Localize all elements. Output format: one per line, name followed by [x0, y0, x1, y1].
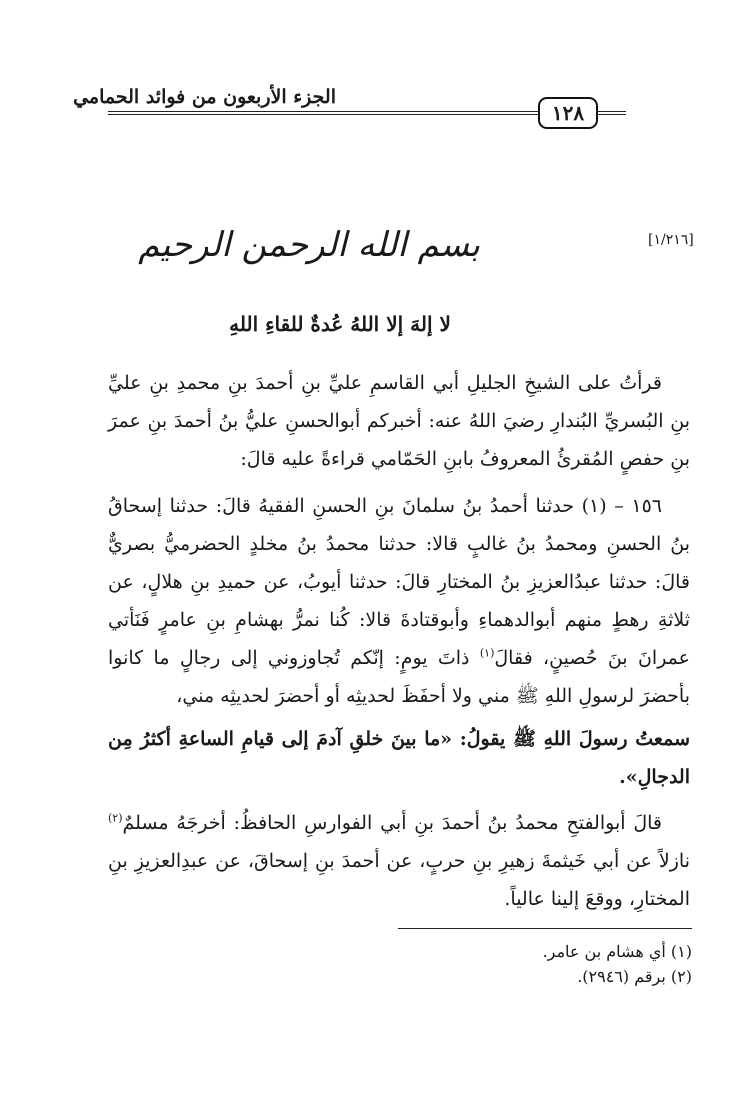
- footnote-marker-1[interactable]: (١): [479, 646, 495, 660]
- paragraph-hadith-matn: [108, 720, 690, 796]
- paragraph-text: قرأتُ على الشيخِ الجليلِ أبي القاسمِ عليِّ بنِ أحمدَ بنِ محمدِ بنِ عليِّ بنِ البُسريِّ البُندارِ رضيَ اللهُ عنه: أخبركم أبوالحسنِ عليُّ بنُ أحمدَ بنِ عمرَ بنِ حفصٍ المُقرئُ المعروفُ بابنِ الحَمّامي قراءةً عليه قالَ:: [108, 372, 690, 470]
- paragraph-text: نازلاً عن أبي خَيثمةَ زهيرِ بنِ حربٍ، عن أحمدَ بنِ إسحاقَ، عن عبدِالعزيزِ بنِ المختارِ، ووقعَ إلينا عالياً.: [108, 850, 690, 910]
- paragraph-text: قالَ أبوالفتحِ محمدُ بنُ أحمدَ بنِ أبي الفوارسِ الحافظُ: أخرجَهُ مسلمٌ: [122, 812, 662, 834]
- running-header-title: الجزء الأربعون من فوائد الحمامي: [73, 86, 336, 108]
- footnote-2: (٢) برقم (٢٩٤٦).: [577, 967, 692, 986]
- paragraph-text: ١٥٦ – (١) حدثنا أحمدُ بنُ سلمانَ بنِ الحسنِ الفقيهُ قالَ: حدثنا إسحاقُ بنُ الحسنِ ومحمدُ بنُ غالبٍ قالا: حدثنا محمدُ بنُ مخلدٍ الحضرميُّ بصريٌّ قالَ: حدثنا عبدُالعزيزِ بنُ المختارِ قالَ: حدثنا أيوبُ، عن حميدِ بنِ هلالٍ، عن ثلاثةِ رهطٍ منهم أبوالدهماءِ وأبوقتادةَ قالا: كُنا نمرُّ بهشامِ بنِ عامرٍ فَنَأتي عمرانَ بنَ حُصينٍ، فقالَ: [108, 495, 690, 669]
- paragraph-text: سمعتُ رسولَ اللهِ ﷺ يقولُ: «ما بينَ خلقِ آدمَ إلى قيامِ الساعةِ أكثرُ مِن الدجالِ».: [108, 728, 690, 788]
- footnote-separator: [398, 928, 692, 929]
- footnote-marker-2[interactable]: (٢): [108, 811, 123, 825]
- paragraph-isnad-intro: [108, 364, 690, 478]
- header-rule-end: [596, 111, 626, 115]
- paragraph-takhrij: [108, 804, 690, 918]
- paragraph-text: ذاتَ يومٍ: إنّكم تُجاوزوني إلى رجالٍ ما كانوا بأحضرَ لرسولِ اللهِ ﷺ مني ولا أحفَظَ لحديثِه أو أحضرَ لحديثِه مني،: [108, 647, 690, 707]
- paragraph-hadith-chain: [108, 487, 690, 715]
- page-number: ١٢٨: [538, 97, 598, 129]
- basmala-calligraphy: بسم الله الرحمن الرحيم: [138, 225, 480, 265]
- header-rule: [108, 111, 538, 115]
- section-title: لا إلهَ إلا اللهُ عُدةٌ للقاءِ اللهِ: [229, 312, 451, 336]
- folio-reference: [١/٢١٦]: [648, 232, 694, 248]
- footnote-1: (١) أي هشام بن عامر.: [542, 942, 692, 961]
